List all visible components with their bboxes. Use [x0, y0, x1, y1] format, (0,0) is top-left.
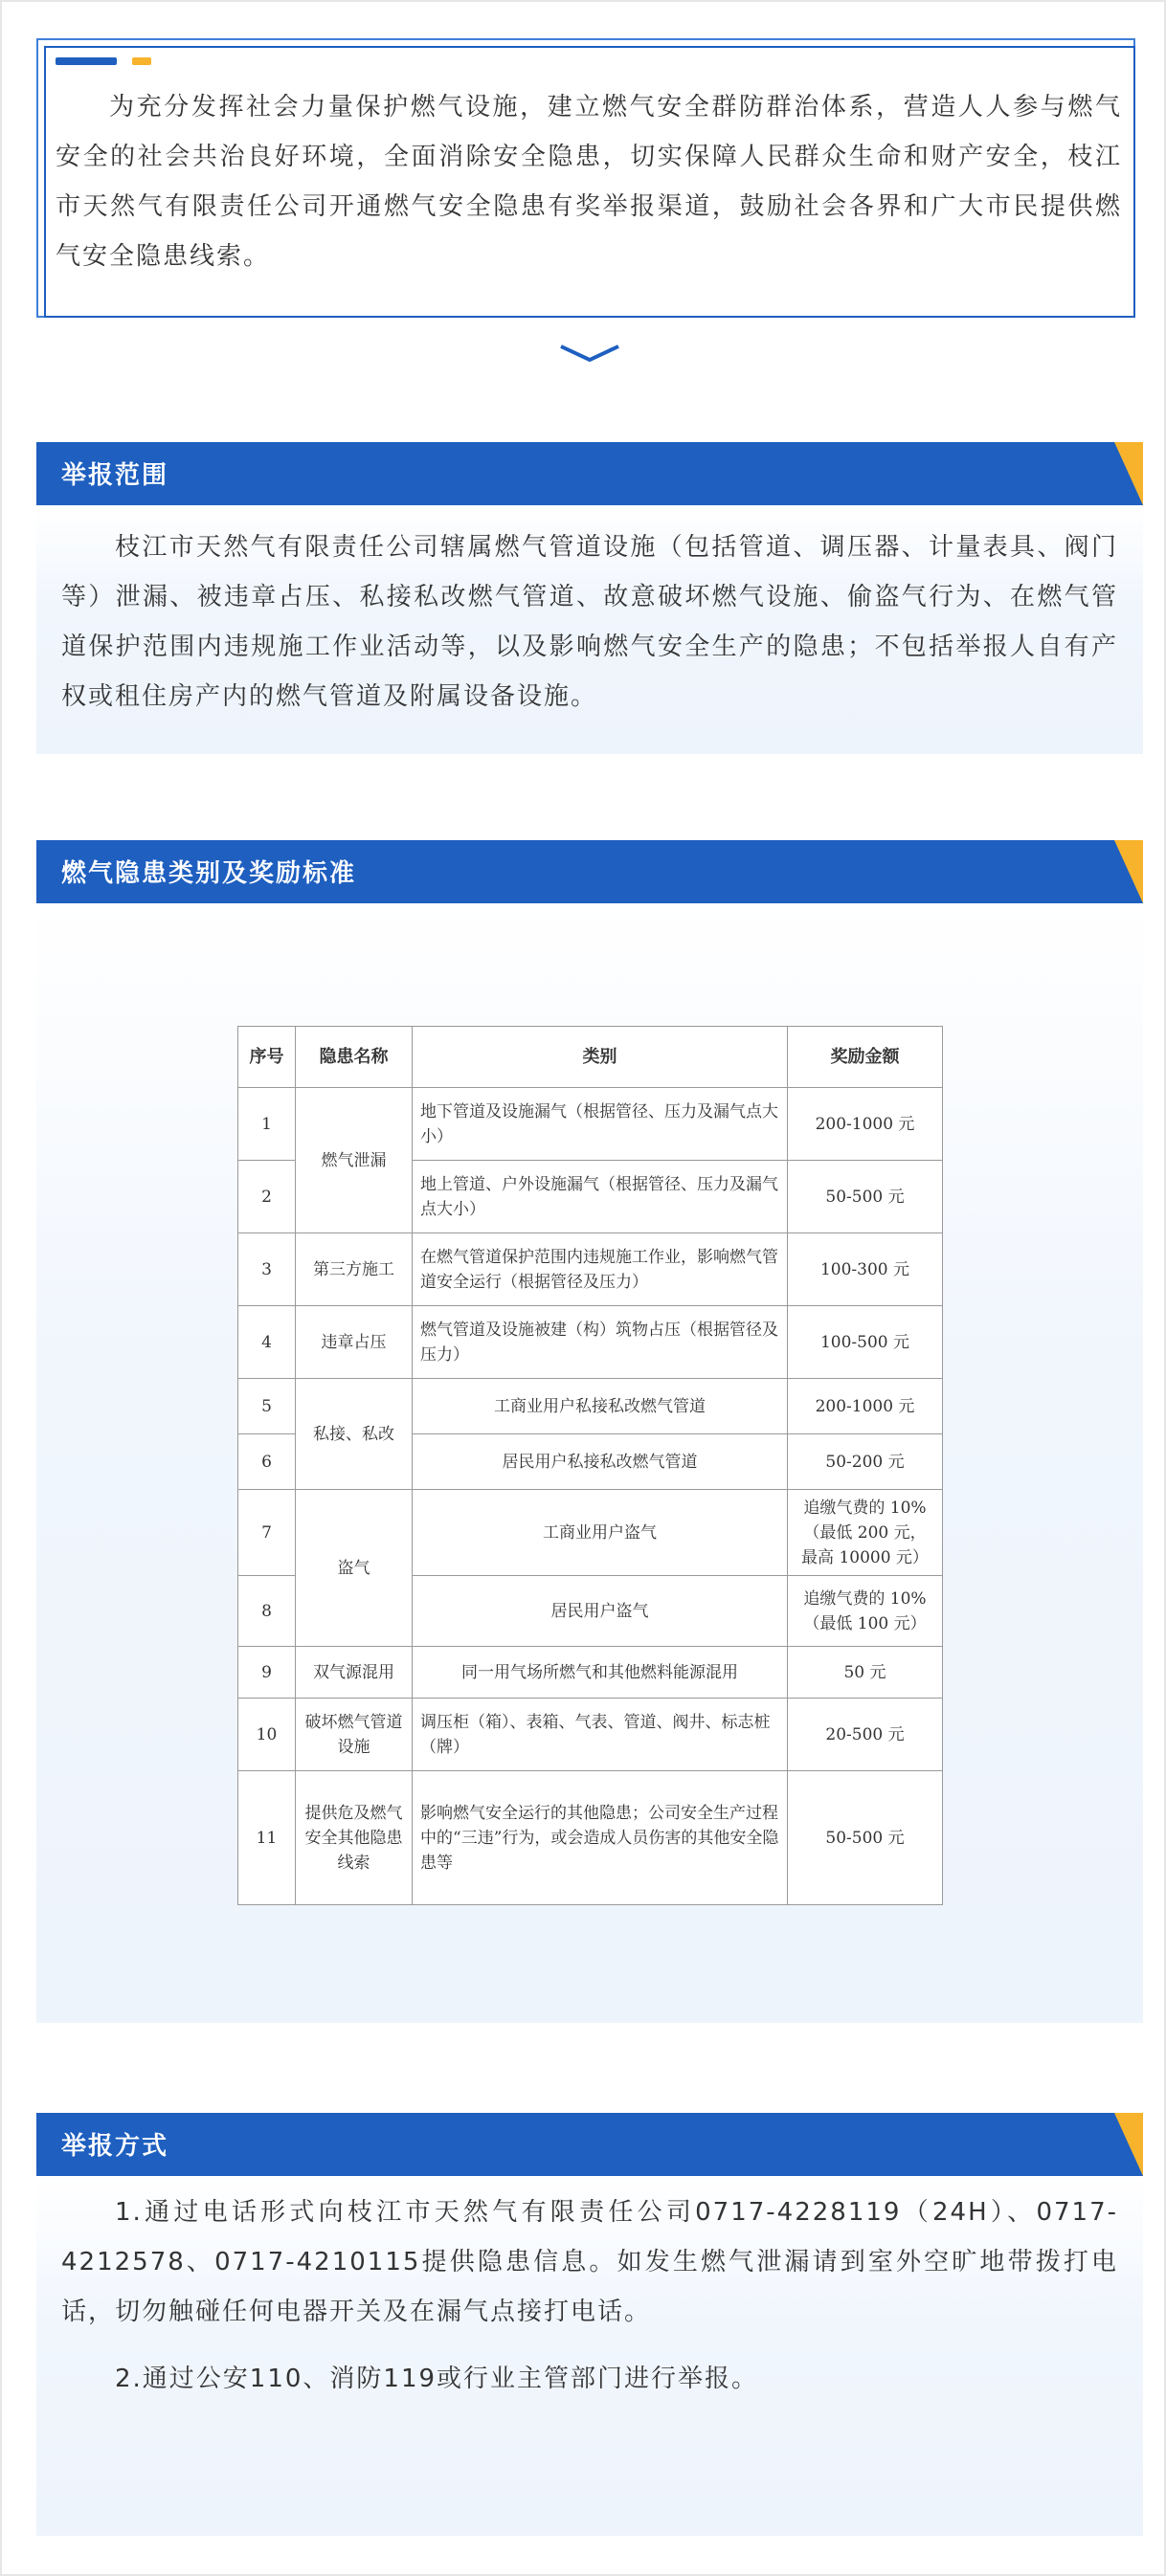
method-phone: 1.通过电话形式向枝江市天然气有限责任公司0717-4228119（24H）、0717-4212578、0717-4210115提供隐患信息。如发生燃气泄漏请到室外空旷地带拨打电话，切勿触碰任何电器开关及在漏气点接打电话。	[61, 2198, 1118, 2326]
row-reward: 追缴气费的 10%（最低 200 元，最高 10000 元）	[788, 1490, 943, 1576]
corner-flag-icon	[1114, 442, 1143, 505]
scope-paragraph: 枝江市天然气有限责任公司辖属燃气管道设施（包括管道、调压器、计量表具、阀门等）泄漏、被违章占压、私接私改燃气管道、故意破坏燃气设施、偷盗气行为、在燃气管道保护范围内违规施工作业活动等，以及影响燃气安全生产的隐患；不包括举报人自有产权或租住房产内的燃气管道及附属设备设施。	[61, 533, 1118, 711]
row-reward: 200-1000 元	[788, 1088, 943, 1161]
row-category: 燃气管道及设施被建（构）筑物占压（根据管径及压力）	[413, 1306, 788, 1379]
table-row	[238, 1490, 943, 1576]
header-no: 序号	[238, 1027, 296, 1088]
row-name: 违章占压	[296, 1306, 413, 1379]
row-reward: 50-200 元	[788, 1434, 943, 1490]
header-category: 类别	[413, 1027, 788, 1088]
row-name: 提供危及燃气安全其他隐患线索	[296, 1771, 413, 1905]
row-reward: 50 元	[788, 1647, 943, 1699]
section-header-standards	[36, 840, 1143, 903]
table-row	[238, 1647, 943, 1699]
row-category: 同一用气场所燃气和其他燃料能源混用	[413, 1647, 788, 1699]
row-name: 燃气泄漏	[296, 1088, 413, 1233]
row-no: 10	[238, 1699, 296, 1771]
row-name: 私接、私改	[296, 1379, 413, 1490]
methods-body	[36, 2176, 1143, 2536]
table-header-row	[238, 1027, 943, 1088]
row-reward: 20-500 元	[788, 1699, 943, 1771]
row-no: 2	[238, 1161, 296, 1233]
row-reward: 100-500 元	[788, 1306, 943, 1379]
corner-flag-icon	[1114, 2113, 1143, 2176]
row-name: 盗气	[296, 1490, 413, 1647]
corner-flag-icon	[1114, 840, 1143, 903]
section-title: 燃气隐患类别及奖励标准	[61, 859, 357, 888]
method-authorities: 2.通过公安110、消防119或行业主管部门进行举报。	[115, 2365, 759, 2393]
row-no: 8	[238, 1576, 296, 1647]
row-no: 11	[238, 1771, 296, 1905]
table-row	[238, 1233, 943, 1306]
row-reward: 200-1000 元	[788, 1379, 943, 1434]
row-name: 第三方施工	[296, 1233, 413, 1306]
section-title: 举报范围	[61, 461, 169, 490]
row-no: 4	[238, 1306, 296, 1379]
section-header-methods	[36, 2113, 1143, 2176]
row-no: 9	[238, 1647, 296, 1699]
table-row	[238, 1771, 943, 1905]
intro-accent-dot	[132, 57, 151, 65]
row-category: 调压柜（箱）、表箱、气表、管道、阀井、标志桩（牌）	[413, 1699, 788, 1771]
row-reward: 50-500 元	[788, 1161, 943, 1233]
row-category: 居民用户盗气	[413, 1576, 788, 1647]
row-no: 5	[238, 1379, 296, 1434]
row-no: 3	[238, 1233, 296, 1306]
row-no: 1	[238, 1088, 296, 1161]
row-category: 居民用户私接私改燃气管道	[413, 1434, 788, 1490]
row-reward: 100-300 元	[788, 1233, 943, 1306]
chevron-down-icon	[557, 341, 622, 366]
row-reward: 追缴气费的 10%（最低 100 元）	[788, 1576, 943, 1647]
header-name: 隐患名称	[296, 1027, 413, 1088]
table-row	[238, 1306, 943, 1379]
row-name: 破坏燃气管道设施	[296, 1699, 413, 1771]
intro-paragraph: 为充分发挥社会力量保护燃气设施，建立燃气安全群防群治体系，营造人人参与燃气安全的社会共治良好环境，全面消除安全隐患，切实保障人民群众生命和财产安全，枝江市天然气有限责任公司开通燃气安全隐患有奖举报渠道，鼓励社会各界和广大市民提供燃气安全隐患线索。	[56, 93, 1122, 271]
row-category: 工商业用户盗气	[413, 1490, 788, 1576]
table-row	[238, 1088, 943, 1161]
section-header-scope	[36, 442, 1143, 505]
header-reward: 奖励金额	[788, 1027, 943, 1088]
row-reward: 50-500 元	[788, 1771, 943, 1905]
intro-accent-bar	[56, 57, 117, 65]
row-category: 地下管道及设施漏气（根据管径、压力及漏气点大小）	[413, 1088, 788, 1161]
row-category: 工商业用户私接私改燃气管道	[413, 1379, 788, 1434]
table-row	[238, 1379, 943, 1434]
row-name: 双气源混用	[296, 1647, 413, 1699]
row-no: 7	[238, 1490, 296, 1576]
table-row	[238, 1699, 943, 1771]
scope-body	[36, 505, 1143, 754]
reward-table-container	[237, 1026, 942, 1904]
row-no: 6	[238, 1434, 296, 1490]
reward-table	[237, 1026, 943, 1905]
row-category: 地上管道、户外设施漏气（根据管径、压力及漏气点大小）	[413, 1161, 788, 1233]
section-title: 举报方式	[61, 2132, 169, 2161]
row-category: 影响燃气安全运行的其他隐患；公司安全生产过程中的“三违”行为，或会造成人员伤害的其他安全隐患等	[413, 1771, 788, 1905]
row-category: 在燃气管道保护范围内违规施工作业，影响燃气管道安全运行（根据管径及压力）	[413, 1233, 788, 1306]
